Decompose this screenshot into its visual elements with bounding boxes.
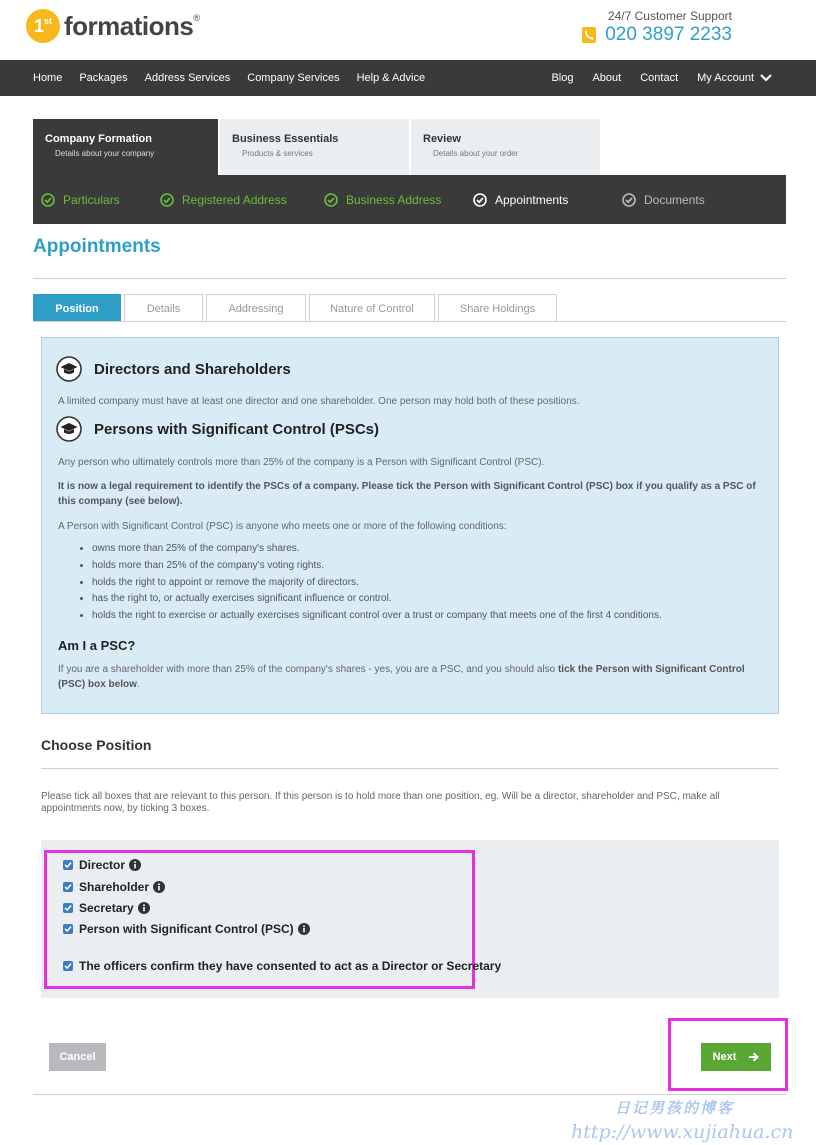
choose-position-description: Please tick all boxes that are relevant to this person. If this person is to hold more than one position, eg. Will be a director, shareholder and PSC, make all appointments now, by ticking 3 boxes.: [41, 791, 720, 814]
nav-home[interactable]: Home: [33, 72, 63, 84]
nav-my-account[interactable]: [697, 72, 772, 84]
order-steps: [33, 119, 602, 175]
logo-badge: 1 $^{st}$: [26, 9, 60, 43]
list-item: • owns more than 25% of the company's shares.: [92, 541, 762, 558]
divider: [33, 321, 786, 322]
substep-label: Registered Address: [182, 192, 287, 207]
substep-appointments[interactable]: [473, 175, 568, 224]
arrow-right-icon: [748, 1052, 759, 1062]
step-subtitle: Products & services: [242, 149, 313, 158]
nav-left: [33, 60, 442, 96]
nav-contact[interactable]: Contact: [640, 72, 679, 84]
checkbox[interactable]: [63, 860, 73, 870]
substep-registered-address[interactable]: [160, 175, 287, 224]
step-title: Review: [423, 133, 461, 145]
checkbox-secretary[interactable]: [63, 901, 150, 915]
nav-blog[interactable]: Blog: [551, 72, 574, 84]
checkbox-label: Person with Significant Control (PSC): [79, 922, 294, 936]
nav-right: [532, 60, 772, 96]
list-item: • holds the right to appoint or remove the majority of directors.: [92, 575, 762, 592]
support-phone[interactable]: [581, 24, 732, 46]
checkbox-label: Shareholder: [79, 880, 150, 894]
check-circle-icon: [473, 193, 487, 207]
substep-label: Appointments: [495, 192, 569, 207]
nav-about[interactable]: About: [592, 72, 622, 84]
substep-label: Particulars: [63, 192, 120, 207]
checkbox[interactable]: [63, 882, 73, 892]
check-circle-icon: [324, 193, 338, 207]
checkbox-consent[interactable]: [63, 959, 501, 973]
nav-help-advice[interactable]: Help & Advice: [356, 72, 426, 84]
logo-text: formations: [64, 10, 194, 41]
step-subtitle: Details about your company: [55, 149, 155, 158]
list-item: • holds the right to exercise or actually exercises significant control over a trust or company that meets one of the first 4 conditions.: [92, 608, 762, 625]
step-review[interactable]: [411, 119, 600, 175]
psc-conditions-list: [92, 541, 762, 625]
substep-documents[interactable]: [622, 175, 705, 224]
watermark-url: http://www.xujiahua.cn: [571, 1121, 794, 1143]
substep-bar: [33, 175, 786, 224]
customer-support: [581, 9, 732, 46]
chevron-down-icon: [760, 74, 772, 82]
step-title: Company Formation: [45, 133, 152, 145]
next-button[interactable]: [701, 1043, 771, 1071]
checkbox-label: Director: [79, 858, 126, 872]
step-title: Business Essentials: [232, 133, 339, 145]
main-nav: [0, 60, 816, 96]
info-heading-psc: Persons with Significant Control (PSCs): [56, 416, 379, 442]
check-circle-icon: [160, 193, 174, 207]
cancel-button[interactable]: Cancel: [49, 1043, 106, 1071]
check-circle-icon: [622, 193, 636, 207]
nav-address-services[interactable]: Address Services: [144, 72, 231, 84]
info-icon[interactable]: [153, 881, 165, 893]
info-text: Any person who ultimately controls more than 25% of the company is a Person with Significant Control (PSC).: [58, 457, 545, 468]
tab-details[interactable]: Details: [124, 294, 203, 322]
info-icon[interactable]: [298, 923, 310, 935]
checkbox[interactable]: [63, 924, 73, 934]
divider: [33, 1094, 786, 1095]
support-phone-number: 020 3897 2233: [605, 24, 732, 45]
checkbox-director[interactable]: [63, 858, 141, 872]
next-button-label: Next: [712, 1051, 737, 1063]
tab-share-holdings[interactable]: Share Holdings: [438, 294, 557, 322]
checkbox[interactable]: [63, 903, 73, 913]
graduation-cap-icon: [56, 356, 82, 382]
appointment-tabs: [33, 294, 560, 322]
substep-business-address[interactable]: [324, 175, 441, 224]
tab-position[interactable]: Position: [33, 294, 121, 322]
info-text-legal: It is now a legal requirement to identify the PSCs of a company. Please tick the Person with Significant Control (PSC) box if you qualify as a PSC of this company (see below).: [58, 481, 756, 507]
info-text-am-i-psc: If you are a shareholder with more than 25% of the company's shares - yes, you are a PSC, and you should also tick the Person with Significant Control (PSC) box below.: [58, 664, 745, 690]
choose-position-title: Choose Position: [41, 737, 152, 753]
support-label: 24/7 Customer Support: [607, 9, 732, 23]
info-icon[interactable]: [138, 902, 150, 914]
position-checkbox-panel: [41, 840, 779, 998]
step-company-formation[interactable]: [33, 119, 218, 175]
phone-icon: [581, 26, 597, 44]
substep-particulars[interactable]: [41, 175, 120, 224]
nav-packages[interactable]: Packages: [79, 72, 128, 84]
checkbox-psc[interactable]: [63, 922, 310, 936]
nav-my-account-label: My Account: [697, 72, 754, 84]
step-subtitle: Details about your order: [433, 149, 519, 158]
step-business-essentials[interactable]: [220, 119, 409, 175]
checkbox[interactable]: [63, 961, 73, 971]
info-text: A limited company must have at least one director and one shareholder. One person may hold both of these positions.: [58, 396, 580, 407]
logo[interactable]: [26, 9, 200, 43]
graduation-cap-icon: [56, 416, 82, 442]
substep-label: Documents: [644, 192, 705, 207]
tab-nature-of-control[interactable]: Nature of Control: [309, 294, 435, 322]
logo-registered-mark: ®: [193, 13, 200, 23]
checkbox-label: Secretary: [79, 901, 134, 915]
list-item: • has the right to, or actually exercises significant influence or control.: [92, 591, 762, 608]
checkbox-label: The officers confirm they have consented to act as a Director or Secretary: [79, 959, 502, 973]
watermark-text: 日记男孩的博客: [615, 1099, 735, 1117]
check-circle-icon: [41, 193, 55, 207]
divider: [41, 768, 779, 769]
site-header: [0, 0, 816, 60]
list-item: • holds more than 25% of the company's voting rights.: [92, 558, 762, 575]
nav-company-services[interactable]: Company Services: [247, 72, 340, 84]
info-text: A Person with Significant Control (PSC) is anyone who meets one or more of the following conditions:: [58, 521, 507, 532]
checkbox-shareholder[interactable]: [63, 880, 165, 894]
info-heading-directors: Directors and Shareholders: [56, 356, 291, 382]
tab-addressing[interactable]: Addressing: [206, 294, 306, 322]
info-box: [41, 337, 779, 714]
substep-label: Business Address: [346, 192, 442, 207]
divider: [33, 278, 786, 279]
page-title: Appointments: [33, 236, 161, 257]
info-icon[interactable]: [129, 859, 141, 871]
am-i-psc-heading: Am I a PSC?: [58, 638, 136, 653]
